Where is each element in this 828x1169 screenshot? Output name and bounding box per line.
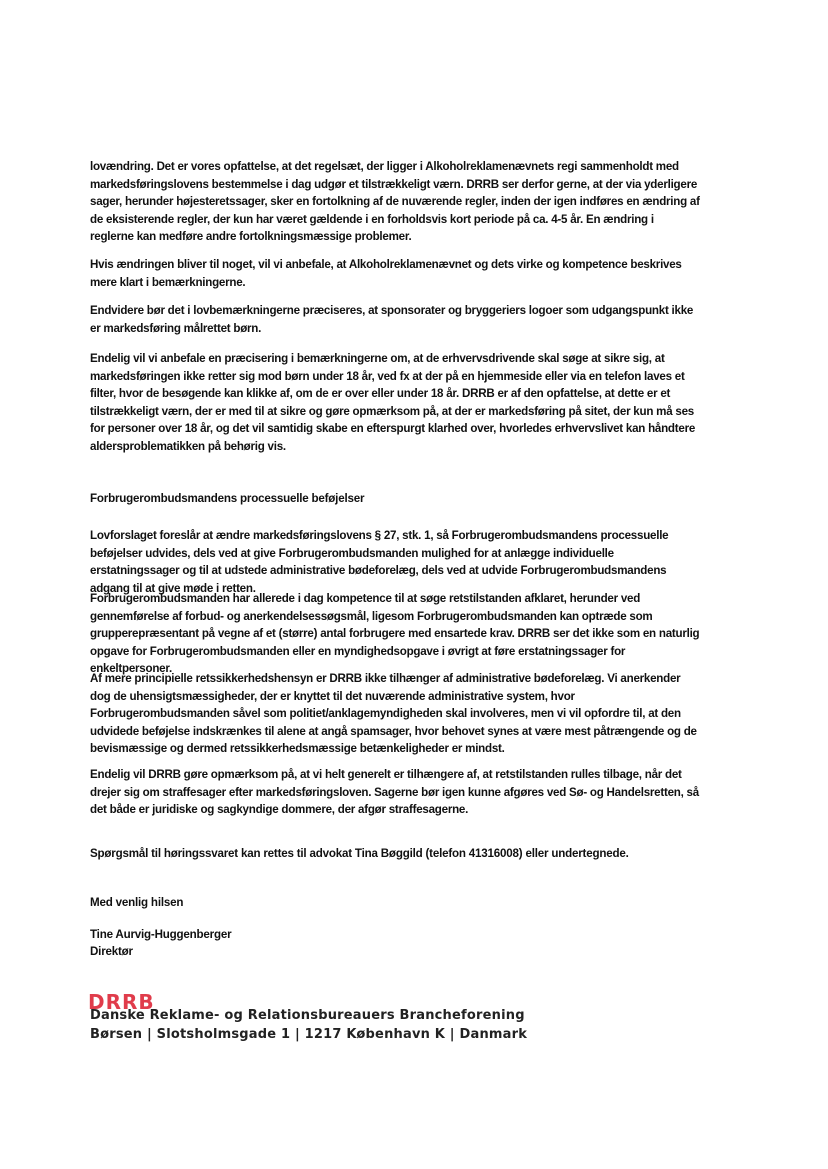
paragraph-law-change: lovændring. Det er vores opfattelse, at det regelsæt, der ligger i Alkoholreklamenævnets regi sammenholdt med markedsføringslovens bestemmelse i dag udgør et tilstrækkeligt værn. DRRB ser derfor gerne, at der via yderligere sager, herunder højesteretssager, sker en fortolkning af de nuværende regler, inden der igen indføres en ændring af de eksisterende regler, der kun har været gældende i en forholdsvis kort periode på ca. 4-5 år. En ændring i reglerne kan medføre andre fortolkningsmæssige problemer. [90, 160, 700, 243]
closing-greeting: Med venlig hilsen [90, 896, 184, 909]
paragraph-alcohol-board: Hvis ændringen bliver til noget, vil vi anbefale, at Alkoholreklamenævnet og dets virke og kompetence beskrives mere klart i bemærkningerne. [90, 258, 682, 289]
section-heading: Forbrugerombudsmandens processuelle beføjelser [90, 492, 365, 505]
paragraph-bill-proposal: Lovforslaget foreslår at ændre markedsføringslovens § 27, stk. 1, så Forbrugerombudsmandens processuelle beføjelser udvides, dels ved at give Forbrugerombudsmanden mulighed for at anlægge individuelle erstatningssager og til at udstede administrative bødeforelæg, dels ved at udvide Forbrugerombudsmandens adgang til at give møde i retten. [90, 529, 669, 595]
paragraph-criminal-cases: Endelig vil DRRB gøre opmærksom på, at vi helt generelt er tilhængere af, at retstilstanden rulles tilbage, når det drejer sig om straffesager efter markedsføringsloven. Sagerne bør igen kunne afgøres ved Sø- og Handelsretten, så det både er juridiske og sagkyndige dommere, der afgør straffesagerne. [90, 768, 699, 816]
drrb-logo: DRRB [88, 990, 155, 1014]
organization-address: Børsen | Slotsholmsgade 1 | 1217 København K | Danmark [90, 1027, 528, 1042]
organization-name: Danske Reklame- og Relationsbureauers Brancheforening [90, 1008, 525, 1023]
signer-title: Direktør [90, 945, 133, 958]
contact-line: Spørgsmål til høringssvaret kan rettes til advokat Tina Bøggild (telefon 41316008) eller undertegnede. [90, 847, 629, 860]
paragraph-sponsorships: Endvidere bør det i lovbemærkningerne præciseres, at sponsorater og bryggeriers logoer som udgangspunkt ikke er markedsføring målrettet børn. [90, 304, 694, 335]
paragraph-age-filter: Endelig vil vi anbefale en præcisering i bemærkningerne om, at de erhvervsdrivende skal søge at sikre sig, at markedsføringen ikke retter sig mod børn under 18 år, ved fx at der på en hjemmeside eller via en telefon laves et filter, hvor de besøgende kan klikke af, om de er over eller under 18 år. DRRB er af den opfattelse, at dette er et tilstrækkeligt værn, der er med til at sikre og gøre opmærksom på, at der er markedsføring på sitet, der kun må ses for personer over 18 år, og det vil samtidig skabe en efterspurgt klarhed over, hvorledes erhvervslivet kan håndtere aldersproblematikken på behørig vis. [90, 352, 696, 453]
paragraph-existing-competence: Forbrugerombudsmanden har allerede i dag kompetence til at søge retstilstanden afklaret, herunder ved gennemførelse af forbud- og anerkendelsessøgsmål, ligesom Forbrugerombudsmanden kan optræde som grupperepræsentant på vegne af et (større) antal forbrugere med ensartede krav. DRRB ser det ikke som en naturlig opgave for Forbrugerombudsmanden eller en myndighedsopgave i øvrigt at føre erstatningssager for enkeltpersoner. [90, 592, 700, 675]
signer-name: Tine Aurvig-Huggenberger [90, 928, 232, 941]
paragraph-legal-certainty: Af mere principielle retssikkerhedshensyn er DRRB ikke tilhænger af administrative bødeforelæg. Vi anerkender dog de uhensigtsmæssigheder, der er knyttet til det nuværende administrative system, hvor Forbrugerombudsmanden såvel som politiet/anklagemyndigheden skal involveres, men vi vil opfordre til, at den udvidede beføjelse indskrænkes til alene at angå spamsager, hvor behovet synes at være mest påtrængende og de bevismæssige og dermed retssikkerhedsmæssige betænkeligheder er mindst. [90, 672, 697, 755]
